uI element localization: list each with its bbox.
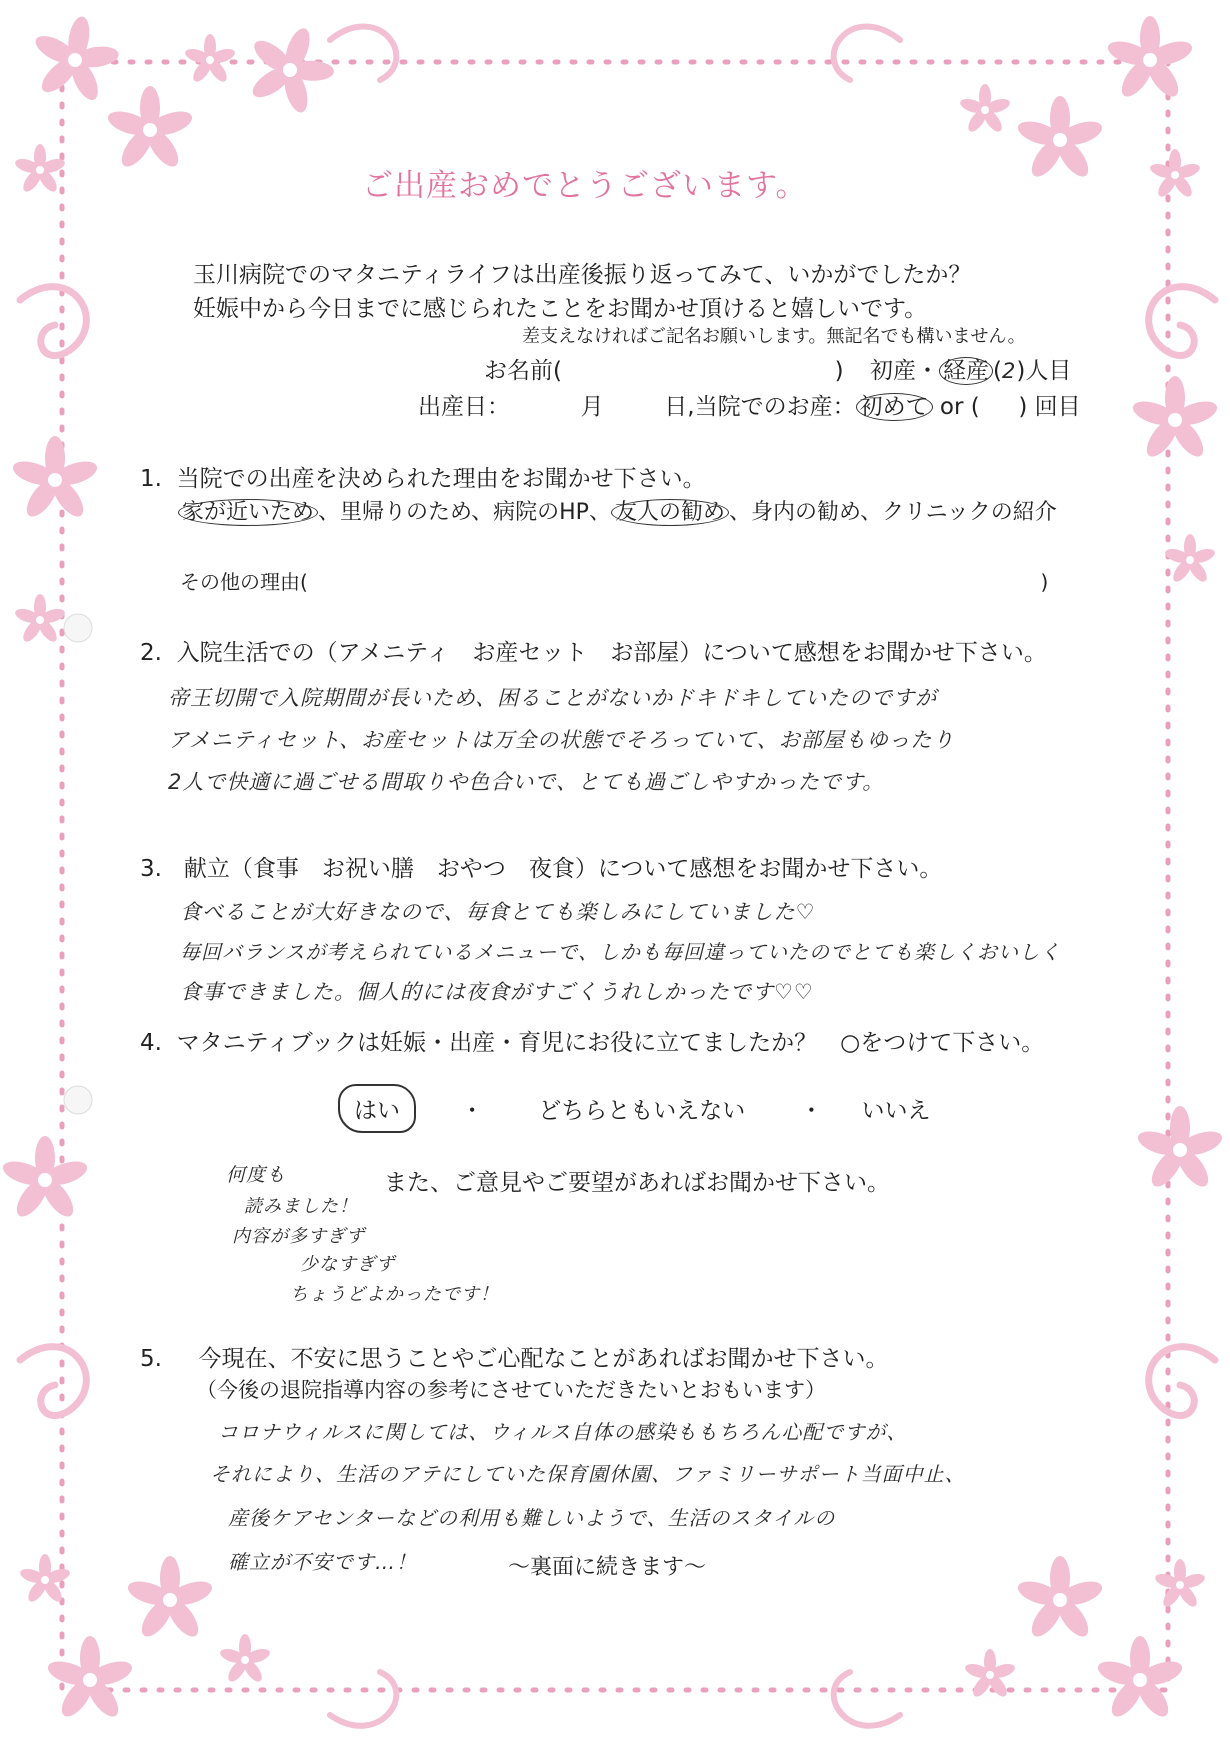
q2-answer-line-2: アメニティセット、お産セットは万全の状態でそろっていて、お部屋もゆったり xyxy=(168,728,955,752)
q5-answer-line-4: 確立が不安です…！ xyxy=(228,1550,417,1574)
birth-date-label: 出産日： xyxy=(418,394,510,420)
q4-option-yes-circled: はい xyxy=(338,1084,416,1133)
q1-other: その他の理由( ) xyxy=(180,570,1049,594)
q4-options: はい ・ どちらともいえない ・ いいえ xyxy=(338,1084,931,1133)
q4-answer-line-5: ちょうどよかったです！ xyxy=(290,1284,499,1305)
q5-answer-line-3: 産後ケアセンターなどの利用も難しいようで、生活のスタイルの xyxy=(228,1506,836,1530)
birth-order-first: 初産・ xyxy=(870,358,939,384)
name-label: お名前( xyxy=(484,358,562,384)
name-field xyxy=(484,352,844,385)
q4-question: 4. マタニティブックは妊娠・出産・育児にお役に立てましたか？ ○をつけて下さい。 xyxy=(140,1030,1045,1056)
q5-question: 5. 今現在、不安に思うことやご心配なことがあればお聞かせ下さい。 xyxy=(140,1346,889,1372)
q3-answer-line-1: 食べることが大好きなので、毎食とても楽しみにしていました♡ xyxy=(180,900,816,924)
q2-answer-line-1: 帝王切開で入院期間が長いため、困ることがないかドキドキしていたのですが xyxy=(168,686,938,710)
name-close: ) xyxy=(834,358,844,384)
month-label: 月 xyxy=(580,394,604,420)
page-title: ご出産おめでとうございます。 xyxy=(362,168,808,204)
day-label: 日, xyxy=(664,394,695,420)
birth-order-circled: 経産 xyxy=(939,357,993,385)
q3-answer-line-3: 食事できました。個人的には夜食がすごくうれしかったです♡♡ xyxy=(180,980,814,1004)
intro-line-2: 妊娠中から今日までに感じられたことをお聞かせ頂けると嬉しいです。 xyxy=(193,296,928,322)
birth-date-row: 出産日： 月 日,当院でのお産： 初めて or ( ) 回目 xyxy=(418,394,1081,420)
q2-answer-line-3: 2人で快適に過ごせる間取りや色合いで、とても過ごしやすかったです。 xyxy=(168,770,885,794)
q2-question: 2. 入院生活での（アメニティ お産セット お部屋）について感想をお聞かせ下さい。 xyxy=(140,640,1047,666)
q4-answer-line-3: 内容が多すぎず xyxy=(232,1226,365,1247)
intro-line-3: 差支えなければご記名お願いします。無記名でも構いません。 xyxy=(522,326,1026,347)
q1-question: 1. 当院での出産を決められた理由をお聞かせ下さい。 xyxy=(140,466,706,492)
q5-answer-line-1: コロナウィルスに関しては、ウィルス自体の感染ももちろん心配ですが、 xyxy=(218,1420,908,1444)
q4-followup: また、ご意見やご要望があればお聞かせ下さい。 xyxy=(384,1170,890,1196)
q5-answer-line-2: それにより、生活のアテにしていた保育園休園、ファミリーサポート当面中止、 xyxy=(210,1462,966,1486)
q1-option-friend: 友人の勧め xyxy=(611,499,729,526)
here-first-circled: 初めて xyxy=(856,393,933,421)
q3-answer-line-2: 毎回バランスが考えられているメニューで、しかも毎回違っていたのでとても楽しくおいしく xyxy=(180,940,1061,964)
birth-order: 初産・ 経産 (2)人目 xyxy=(870,358,1072,384)
q1-option-near-home: 家が近いため xyxy=(178,499,318,526)
q1-options: 家が近いため 、里帰りのため、病院のHP、 友人の勧め 、身内の勧め、クリニックの紹介 xyxy=(178,495,1057,526)
q4-answer-line-2: 読みました！ xyxy=(244,1196,358,1217)
q4-answer-line-1: 何度も xyxy=(226,1164,287,1186)
here-label: 当院でのお産： xyxy=(694,394,856,420)
q4-option-no: いいえ xyxy=(861,1098,931,1124)
here-times: ) 回目 xyxy=(1018,394,1081,420)
intro-line-1: 玉川病院でのマタニティライフは出産後振り返ってみて、いかがでしたか？ xyxy=(193,262,972,288)
q4-option-neutral: どちらともいえない xyxy=(538,1098,746,1124)
continued-note: 〜裏面に続きます〜 xyxy=(508,1555,707,1580)
q3-question: 3. 献立（食事 お祝い膳 おやつ 夜食）について感想をお聞かせ下さい。 xyxy=(140,856,943,882)
birth-order-count: 2 xyxy=(1001,359,1017,383)
q5-subnote: （今後の退院指導内容の参考にさせていただきたいとおもいます） xyxy=(196,1378,826,1402)
q4-answer-line-4: 少なすぎず xyxy=(300,1254,395,1275)
